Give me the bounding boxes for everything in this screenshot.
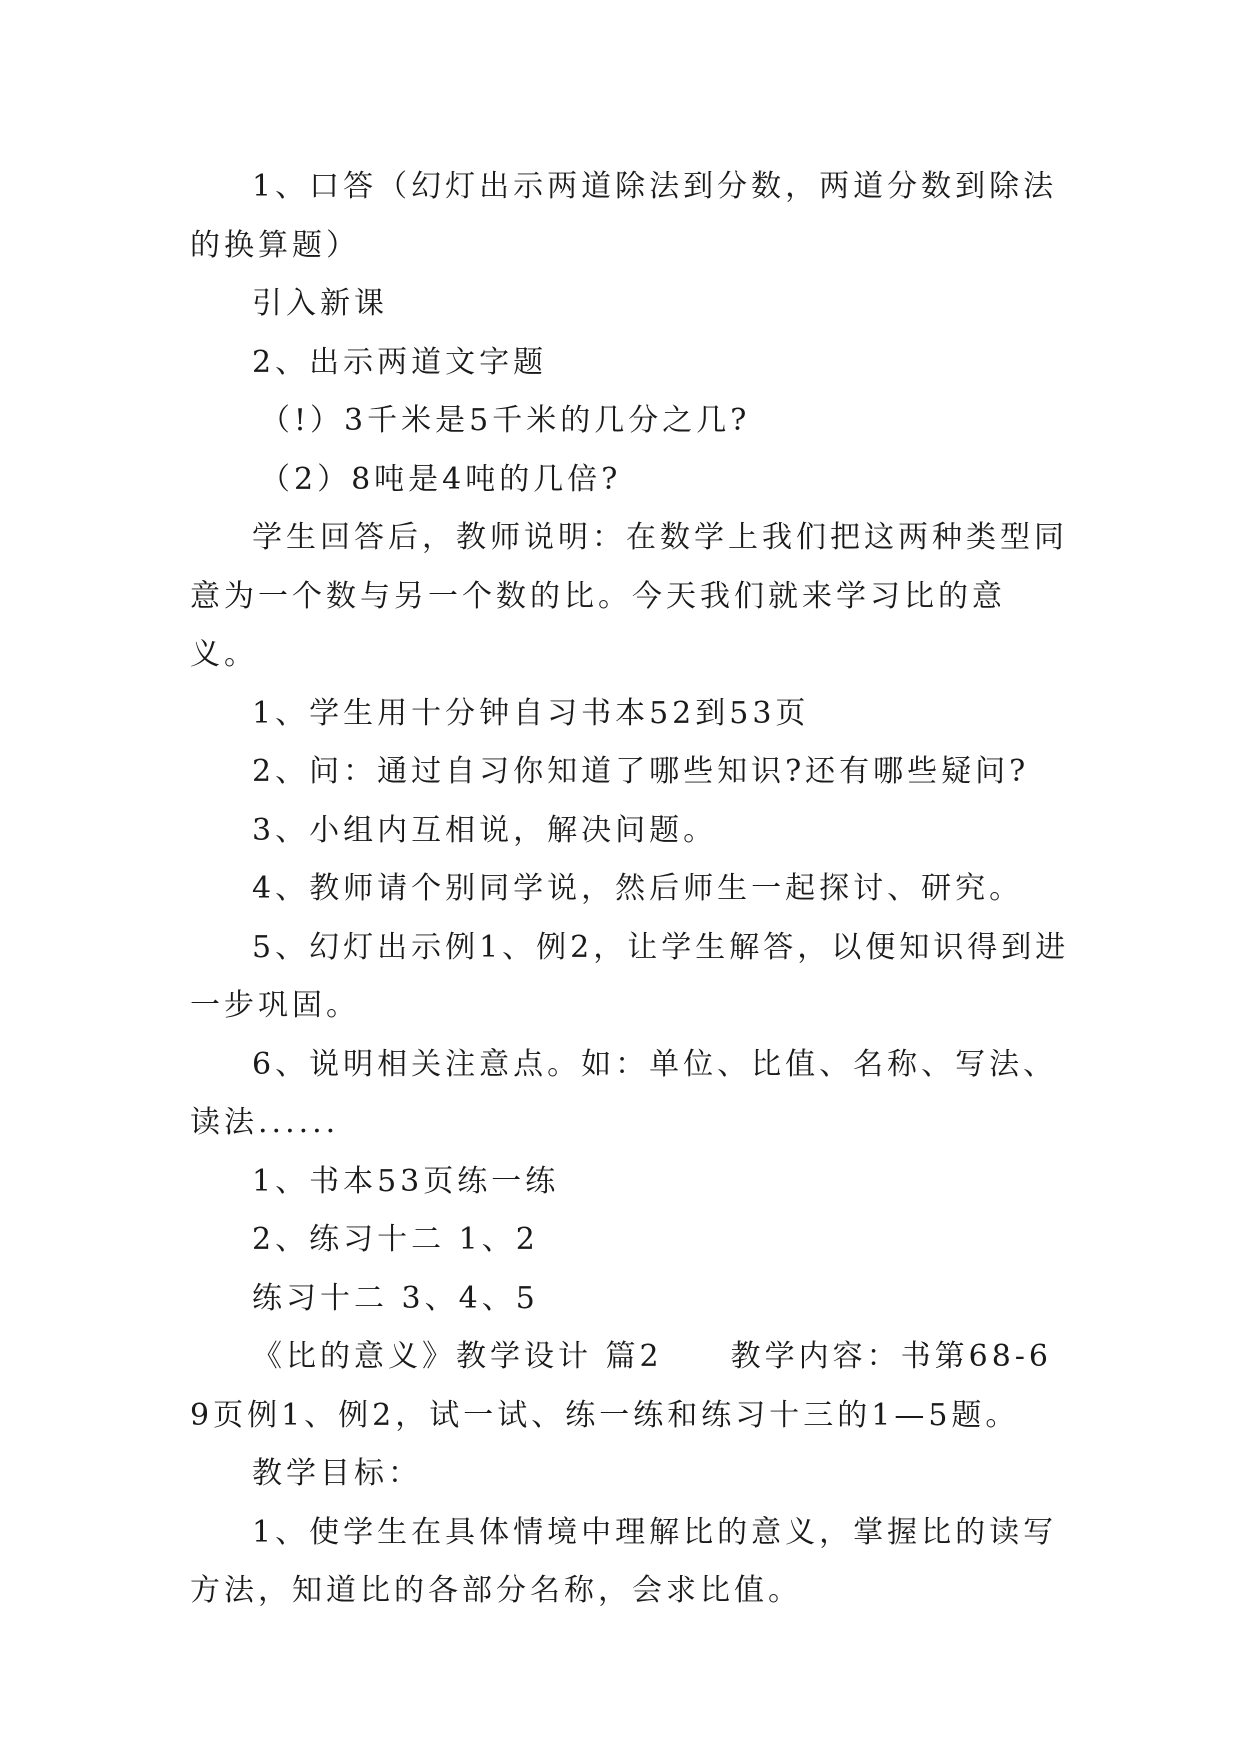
paragraph-teacher-invites: 4、教师请个别同学说，然后师生一起探讨、研究。	[252, 871, 1024, 906]
paragraph-practice-3: 练习十二 3、4、5	[252, 1280, 539, 1316]
paragraph-introduce-lesson: 引入新课	[252, 286, 388, 321]
paragraph-problem-2: （2）8吨是4吨的几倍?	[260, 461, 622, 497]
paragraph-oral-answer: 1、口答（幻灯出示两道除法到分数，两道分数到除法的换算题）	[190, 169, 1058, 263]
document-body	[190, 158, 1070, 1621]
paragraph-teacher-explains: 学生回答后，教师说明：在数学上我们把这两种类型同意为一个数与另一个数的比。今天我们就来学习比的意义。	[190, 520, 1068, 672]
paragraph-show-examples: 5、幻灯出示例1、例2，让学生解答，以便知识得到进一步巩固。	[190, 929, 1070, 1023]
paragraph-self-study: 1、学生用十分钟自习书本52到53页	[252, 695, 810, 731]
paragraph-notes: 6、说明相关注意点。如：单位、比值、名称、写法、读法......	[190, 1046, 1058, 1140]
paragraph-practice-1: 1、书本53页练一练	[252, 1163, 560, 1199]
paragraph-group-discussion: 3、小组内互相说，解决问题。	[252, 812, 718, 848]
paragraph-question: 2、问：通过自习你知道了哪些知识?还有哪些疑问?	[252, 754, 1030, 789]
paragraph-practice-2: 2、练习十二 1、2	[252, 1222, 539, 1257]
paragraph-lesson-plan-2: 《比的意义》教学设计 篇2 教学内容：书第68-69页例1、例2，试一试、练一练和练习十三的1—5题。	[190, 1339, 1053, 1433]
paragraph-goal-1: 1、使学生在具体情境中理解比的意义，掌握比的读写方法，知道比的各部分名称，会求比值。	[190, 1514, 1058, 1608]
paragraph-show-word-problems: 2、出示两道文字题	[252, 344, 548, 380]
paragraph-problem-1: （!）3千米是5千米的几分之几?	[260, 403, 751, 438]
paragraph-teaching-goals: 教学目标：	[252, 1456, 422, 1491]
